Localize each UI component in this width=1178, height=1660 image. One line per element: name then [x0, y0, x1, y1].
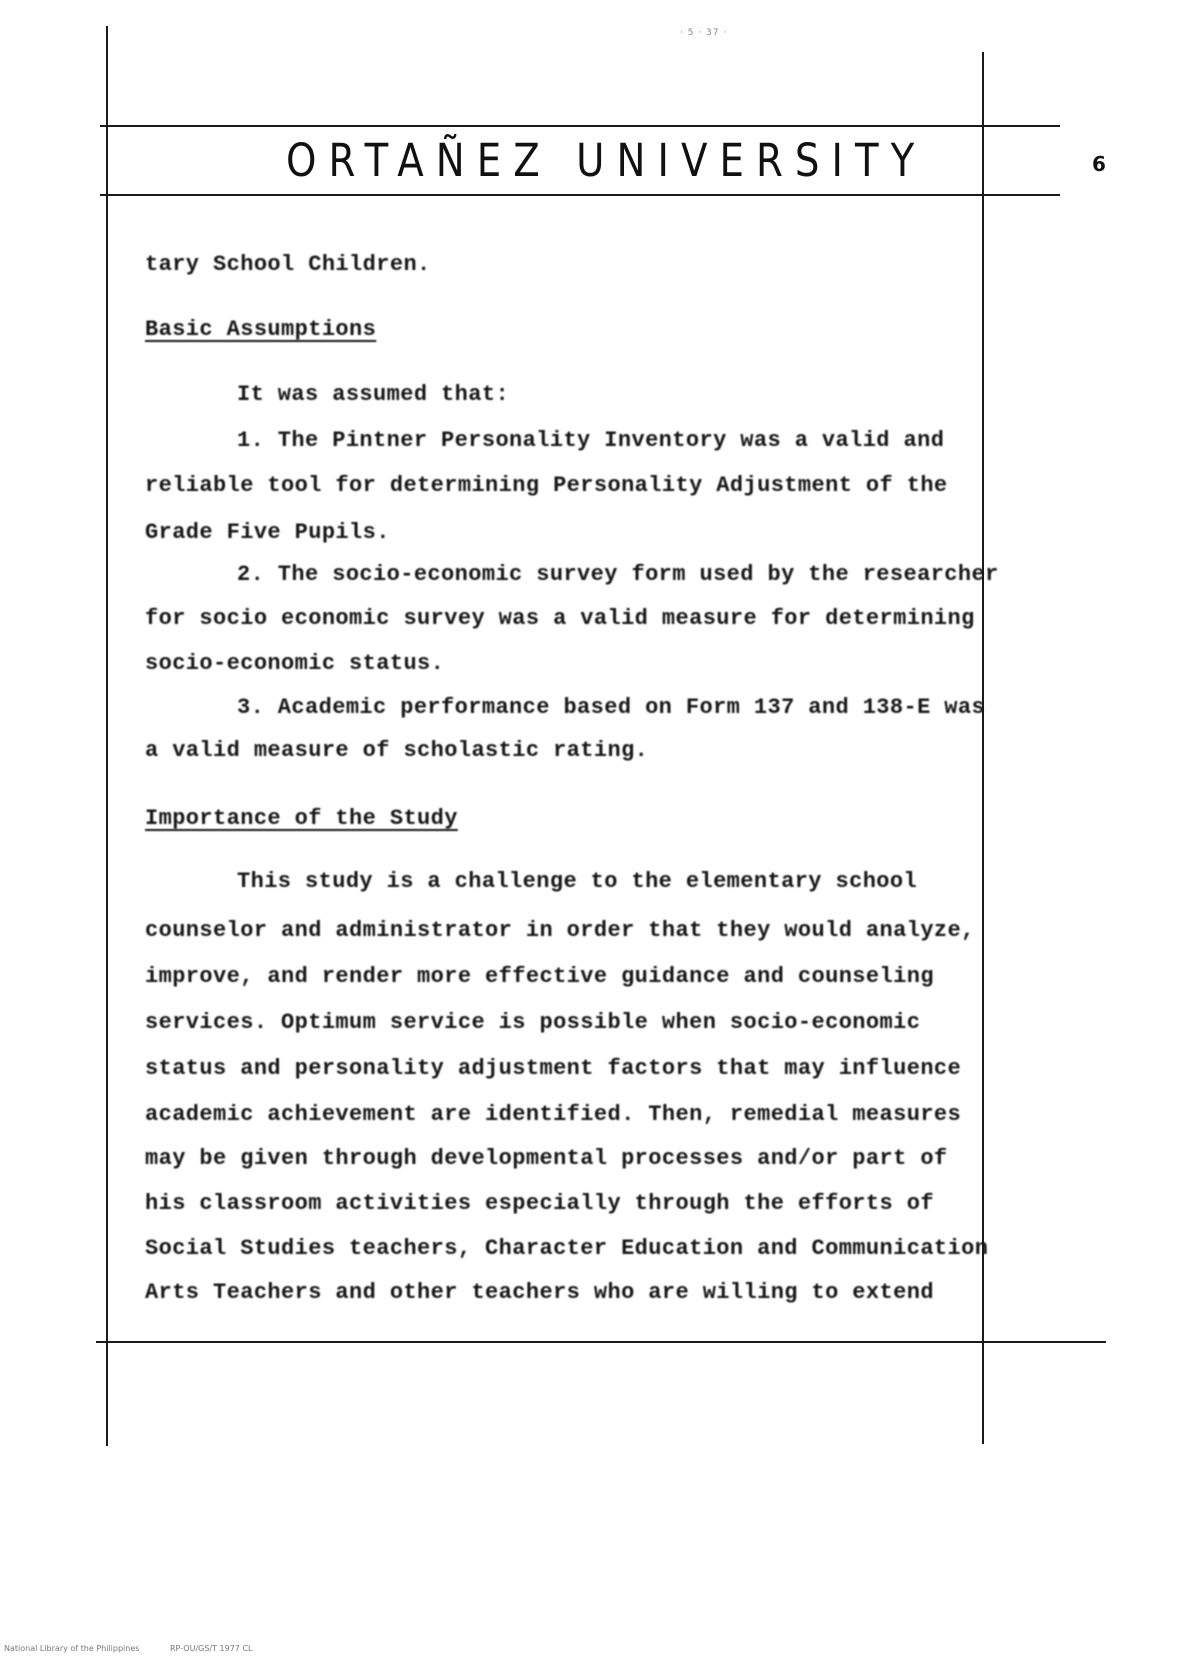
importance-line-10: Arts Teachers and other teachers who are willing to extend: [145, 1280, 934, 1305]
importance-line-4: services. Optimum service is possible when socio-economic: [145, 1010, 921, 1035]
continued-line: tary School Children.: [145, 252, 431, 277]
importance-line-7: may be given through developmental processes and/or part of: [145, 1146, 948, 1171]
section-heading-importance: Importance of the Study: [145, 806, 458, 831]
scan-top-mark: · 5 · 37 ·: [680, 28, 728, 38]
page-number: 6: [1092, 152, 1106, 176]
footer-rule: [96, 1341, 1106, 1343]
assumption-3-line-2: a valid measure of scholastic rating.: [145, 738, 649, 763]
assumption-2-line-3: socio-economic status.: [145, 651, 445, 676]
importance-line-1: This study is a challenge to the elementary school: [237, 869, 918, 894]
importance-line-9: Social Studies teachers, Character Education and Communication: [145, 1236, 989, 1261]
frame-left-rule: [106, 26, 108, 1446]
scan-footer: [4, 1644, 280, 1653]
university-title: ORTAÑEZ UNIVERSITY: [286, 134, 927, 187]
header-top-rule: [100, 125, 1060, 127]
assumption-2-line-1: 2. The socio-economic survey form used by the researcher: [237, 562, 999, 587]
importance-line-3: improve, and render more effective guidance and counseling: [145, 964, 934, 989]
assumption-1-line-3: Grade Five Pupils.: [145, 520, 390, 545]
importance-line-6: academic achievement are identified. Then, remedial measures: [145, 1102, 962, 1127]
scan-footer-ref: RP-OU/GS/T 1977 CL: [169, 1644, 253, 1653]
importance-line-2: counselor and administrator in order that they would analyze,: [145, 918, 975, 943]
assumption-1-line-1: 1. The Pintner Personality Inventory was a valid and: [237, 428, 945, 453]
importance-line-8: his classroom activities especially through the efforts of: [145, 1191, 934, 1216]
assumptions-intro: It was assumed that:: [237, 382, 510, 407]
scan-footer-source: National Library of the Philippines: [4, 1644, 140, 1653]
header-bottom-rule: [100, 194, 1060, 196]
importance-line-5: status and personality adjustment factors that may influence: [145, 1056, 962, 1081]
assumption-2-line-2: for socio economic survey was a valid measure for determining: [145, 606, 975, 631]
assumption-3-line-1: 3. Academic performance based on Form 137 and 138-E was: [237, 695, 986, 720]
section-heading-assumptions: Basic Assumptions: [145, 317, 377, 342]
assumption-1-line-2: reliable tool for determining Personality Adjustment of the: [145, 473, 948, 498]
